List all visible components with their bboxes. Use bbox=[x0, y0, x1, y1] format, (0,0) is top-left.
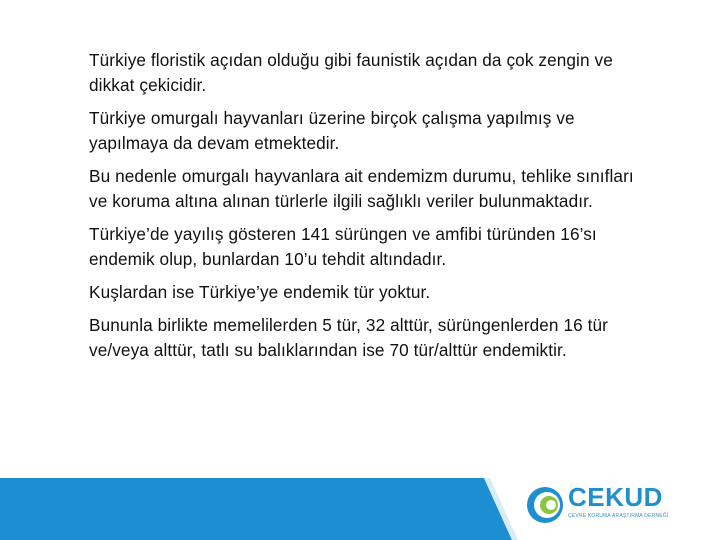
paragraph-6: Bununla birlikte memelilerden 5 tür, 32 alttür, sürüngenlerden 16 tür ve/veya alttür, tatlı su balıklarından ise 70 tür/alttür endemiktir. bbox=[89, 315, 609, 360]
paragraph-2: Türkiye omurgalı hayvanları üzerine birçok çalışma yapılmış ve yapılmaya da devam etmektedir. bbox=[89, 108, 575, 153]
logo-emblem-icon bbox=[524, 482, 568, 528]
logo-wordmark: CEKUD bbox=[568, 482, 663, 512]
cekud-logo bbox=[524, 482, 694, 530]
paragraph-4: Türkiye’de yayılış gösteren 141 sürüngen ve amfibi türünden 16’sı endemik olup, bunlardan 10’u tehdit altındadır. bbox=[89, 224, 597, 269]
paragraph-3: Bu nedenle omurgalı hayvanlara ait endemizm durumu, tehlike sınıfları ve koruma altına alınan türlerle ilgili sağlıklı veriler bulunmaktadır. bbox=[89, 166, 634, 211]
paragraph-5: Kuşlardan ise Türkiye’ye endemik tür yoktur. bbox=[89, 282, 431, 302]
paragraph-1: Türkiye floristik açıdan olduğu gibi faunistik açıdan da çok zengin ve dikkat çekicidir. bbox=[89, 50, 613, 95]
logo-subtitle: ÇEVRE KORUMA ARAŞTIRMA DERNEĞİ bbox=[568, 513, 669, 519]
footer-blue-band bbox=[0, 478, 512, 540]
